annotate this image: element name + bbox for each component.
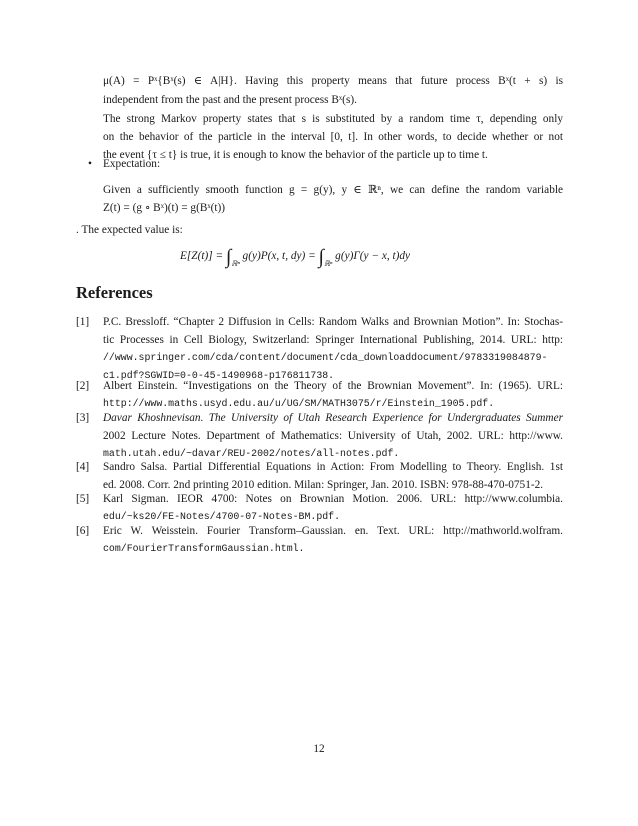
text-line: ed. 2008. Corr. 2nd printing 2010 edition. Milan: Springer, Jan. 2010. ISBN: 978-88-470-0751-2.: [103, 479, 544, 491]
text-line: Albert Einstein. “Investigations on the Theory of the Brownian Movement”. In: (1965). URL:: [103, 380, 563, 392]
reference-number: [1]: [76, 316, 90, 328]
text-line: on the behavior of the particle in the interval [0, t]. In other words, to decide whether or not: [103, 131, 563, 143]
text-line: Davar Khoshnevisan. The University of Utah Research Experience for Undergraduates Summer: [103, 412, 563, 424]
reference-url[interactable]: //www.springer.com/cda/content/document/cda_downloaddocument/9783319084879-: [103, 352, 548, 363]
text-line: 2002 Lecture Notes. Department of Mathematics: University of Utah, 2002. URL: http://www.: [103, 430, 563, 442]
equation-middle: g(y)P(x, t, dy) =: [239, 250, 319, 262]
text-line: tic Processes in Cell Biology, Switzerland: Springer International Publishing, 2014. URL: http:: [103, 334, 563, 346]
equation-rhs: g(y)Γ(y − x, t)dy: [332, 250, 411, 262]
reference-url[interactable]: c1.pdf?SGWID=0-0-45-1490968-p176811738.: [103, 370, 335, 381]
reference-number: [4]: [76, 461, 90, 473]
expected-value-line: . The expected value is:: [76, 224, 183, 236]
reference-url[interactable]: com/FourierTransformGaussian.html.: [103, 543, 305, 554]
bullet-icon: •: [88, 158, 92, 170]
reference-url[interactable]: edu/~ks20/FE-Notes/4700-07-Notes-BM.pdf.: [103, 511, 341, 522]
references-heading: References: [76, 283, 153, 302]
text-line: independent from the past and the present process Bˣ(s).: [103, 94, 357, 106]
reference-number: [6]: [76, 525, 90, 537]
bullet-label: Expectation:: [103, 158, 161, 170]
text-line: The strong Markov property states that s is substituted by a random time τ, depending only: [103, 113, 563, 125]
text-line: Karl Sigman. IEOR 4700: Notes on Brownian Motion. 2006. URL: http://www.columbia.: [103, 493, 563, 505]
integral-domain: ℝⁿ: [324, 259, 333, 268]
reference-number: [2]: [76, 380, 90, 392]
reference-number: [3]: [76, 412, 90, 424]
reference-url[interactable]: math.utah.edu/~davar/REU-2002/notes/all-notes.pdf.: [103, 448, 400, 459]
text-line: P.C. Bressloff. “Chapter 2 Diffusion in Cells: Random Walks and Brownian Motion”. In: Stochas-: [103, 316, 563, 328]
text-line: Given a sufficiently smooth function g = g(y), y ∈ ℝⁿ, we can define the random variable: [103, 184, 563, 196]
equation-lhs: E[Z(t)] =: [180, 250, 226, 262]
page-number: 12: [313, 743, 325, 755]
text-line: Sandro Salsa. Partial Differential Equations in Action: From Modelling to Theory. English. 1st: [103, 461, 563, 473]
integral-domain: ℝⁿ: [231, 259, 240, 268]
reference-number: [5]: [76, 493, 90, 505]
integral-symbol: ∫: [318, 246, 325, 268]
integral-symbol: ∫: [225, 246, 232, 268]
text-line: μ(A) = Pˣ{Bˣ(s) ∈ A|H}. Having this property means that future process Bˣ(t + s) is: [103, 75, 563, 87]
text-line: Eric W. Weisstein. Fourier Transform–Gaussian. en. Text. URL: http://mathworld.wolfram.: [103, 525, 563, 537]
expected-value-equation: [180, 247, 480, 274]
reference-url[interactable]: http://www.maths.usyd.edu.au/u/UG/SM/MATH3075/r/Einstein_1905.pdf.: [103, 398, 495, 409]
text-line: the event {τ ≤ t} is true, it is enough to know the behavior of the particle up to time t.: [103, 149, 488, 161]
text-line: Z(t) = (g ∘ Bˣ)(t) = g(Bˣ(t)): [103, 202, 226, 214]
